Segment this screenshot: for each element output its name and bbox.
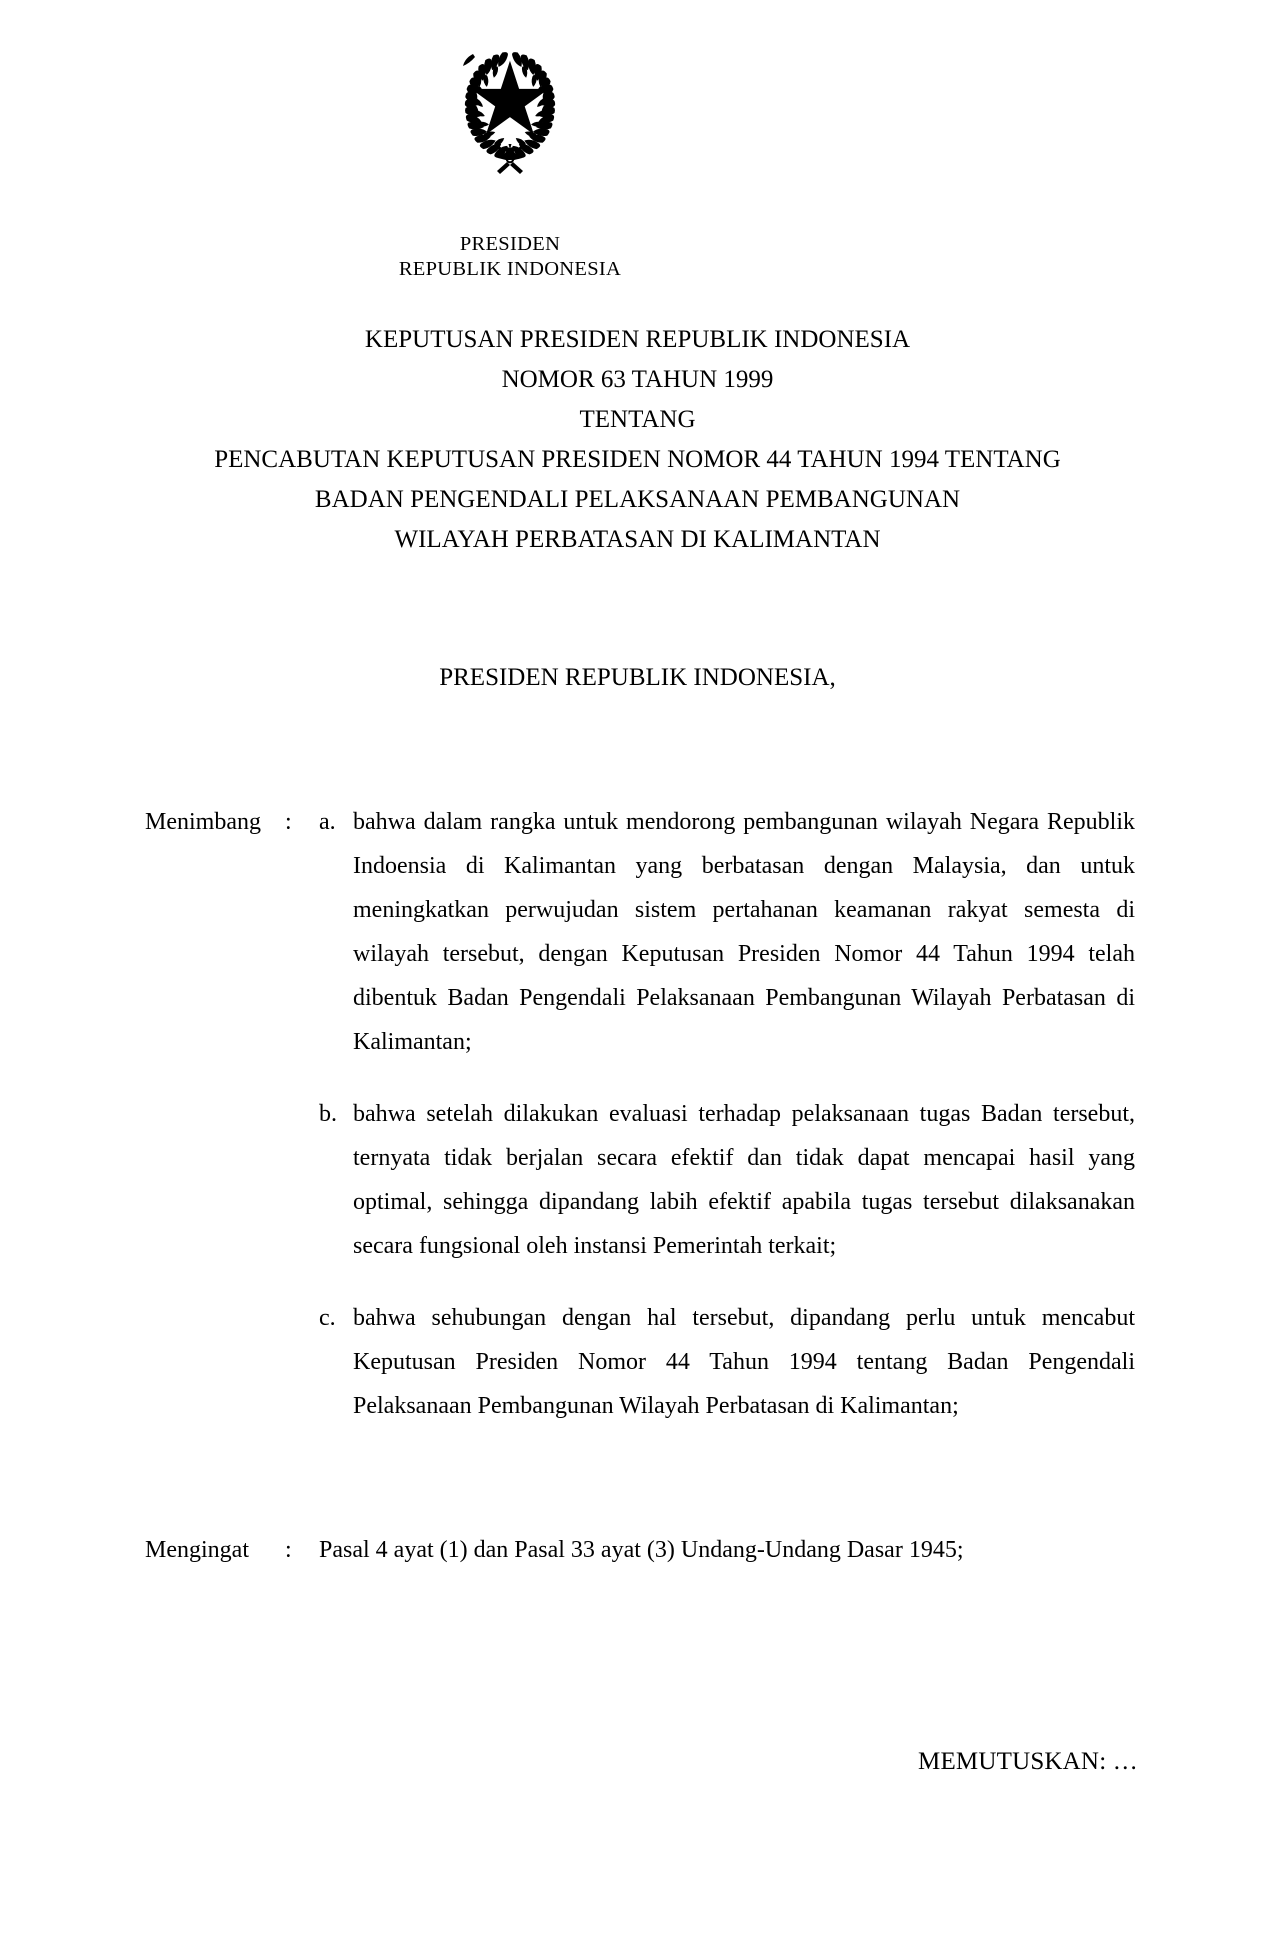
letterhead [0,232,1020,282]
menimbang-items [319,800,1135,1428]
title-line-badan: BADAN PENGENDALI PELAKSANAAN PEMBANGUNAN [314,486,961,513]
title-line-tentang: TENTANG [579,406,696,433]
clause-mengingat [145,1528,1135,1572]
memutuskan-line: MEMUTUSKAN: … [918,1748,1138,1775]
list-item [319,1296,1135,1428]
mengingat-body [319,1528,1135,1572]
menimbang-label: Menimbang [145,809,261,835]
list-item [319,800,1135,1064]
letterhead-line-republik-indonesia: REPUBLIK INDONESIA [398,258,622,280]
menimbang-colon: : [285,809,292,835]
item-text-b: bahwa setelah dilakukan evaluasi terhadap pelaksanaan tugas Badan tersebut, ternyata tidak berjalan secara efektif dan tidak dapat mencapai hasil yang optimal, sehingga dipandang labih efektif apabila tugas tersebut dilaksanakan secara fungsional oleh instansi Pemerintah terkait; [353,1101,1135,1259]
clause-menimbang [145,800,1135,1428]
mengingat-label: Mengingat [145,1537,249,1563]
item-text-a: bahwa dalam rangka untuk mendorong pembangunan wilayah Negara Republik Indoensia di Kalimantan yang berbatasan dengan Malaysia, dan untuk meningkatkan perwujudan sistem pertahanan keamanan rakyat semesta di wilayah tersebut, dengan Keputusan Presiden Nomor 44 Tahun 1994 telah dibentuk Badan Pengendali Pelaksanaan Pembangunan Wilayah Perbatasan di Kalimantan; [353,809,1135,1055]
section-spacer [145,1428,1135,1528]
title-line-wilayah: WILAYAH PERBATASAN DI KALIMANTAN [394,526,881,553]
item-marker-a: a. [319,809,336,835]
signatory-heading: PRESIDEN REPUBLIK INDONESIA, [439,664,836,691]
title-line-pencabutan: PENCABUTAN KEPUTUSAN PRESIDEN NOMOR 44 TAHUN 1994 TENTANG [214,446,1061,473]
presidential-seal-star-wreath-icon [443,36,577,176]
title-line-nomor: NOMOR 63 TAHUN 1999 [501,366,774,393]
document-title-block [0,320,1275,560]
item-text-c: bahwa sehubungan dengan hal tersebut, dipandang perlu untuk mencabut Keputusan Presiden Nomor 44 Tahun 1994 tentang Badan Pengendali Pelaksanaan Pembangunan Wilayah Perbatasan di Kalimantan; [353,1305,1135,1419]
mengingat-text: Pasal 4 ayat (1) dan Pasal 33 ayat (3) Undang-Undang Dasar 1945; [319,1537,964,1563]
document-body [145,800,1135,1572]
list-item [319,1092,1135,1268]
mengingat-colon: : [285,1537,292,1563]
item-marker-b: b. [319,1101,337,1127]
title-line-keputusan: KEPUTUSAN PRESIDEN REPUBLIK INDONESIA [364,326,911,353]
item-marker-c: c. [319,1305,336,1331]
emblem-container [0,36,1020,181]
letterhead-line-presiden: PRESIDEN [459,233,561,255]
